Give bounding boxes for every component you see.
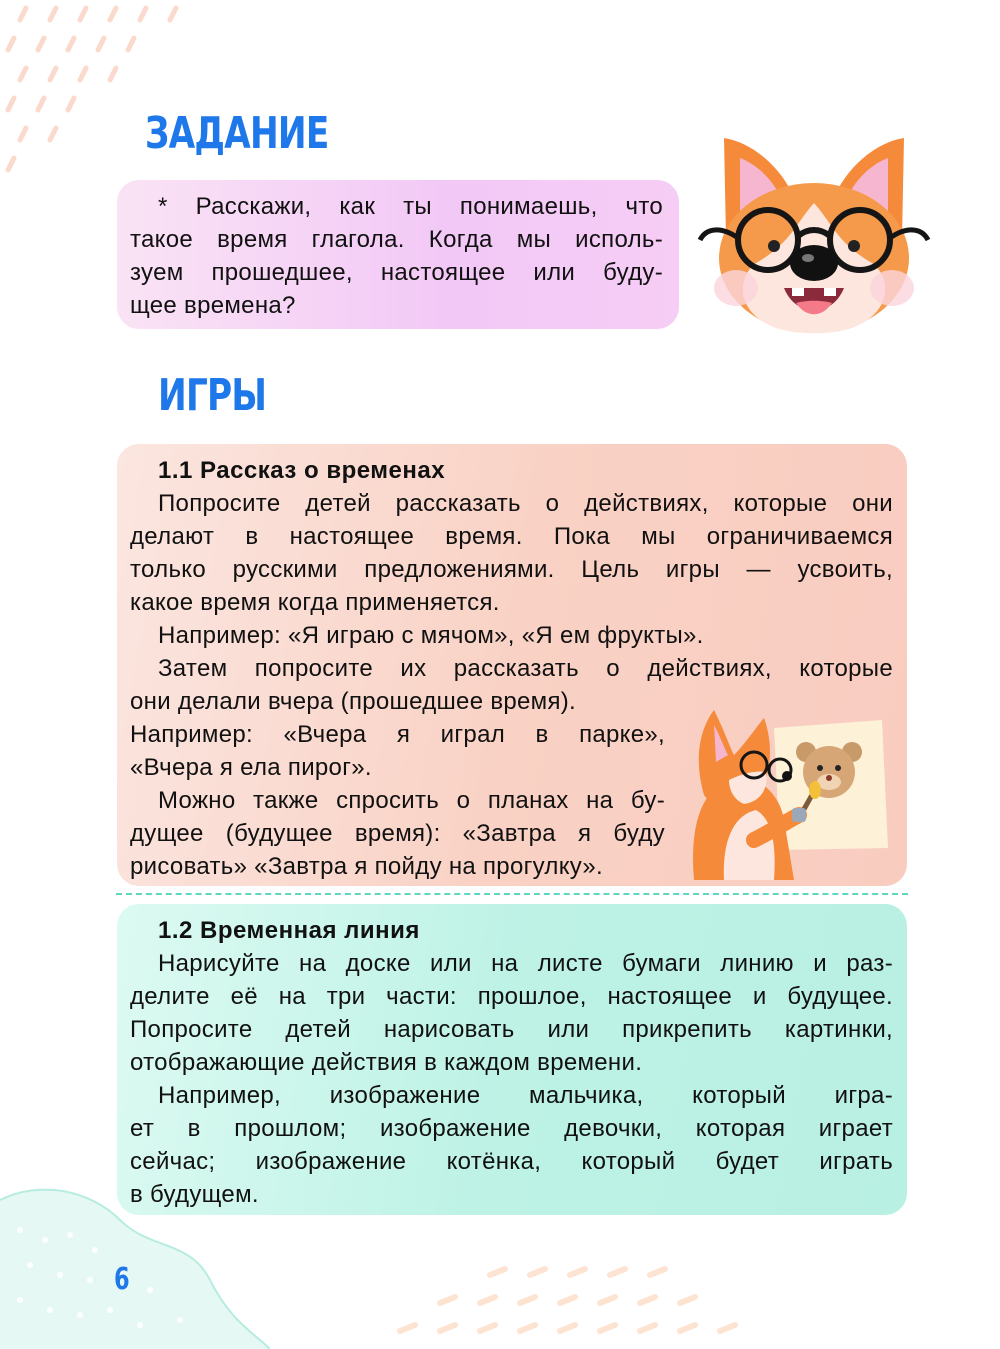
game-1-line: какое время когда применяется.: [130, 589, 500, 616]
game-1-line: дущее (будущее время): «Завтра я буду: [130, 820, 665, 847]
game-2-line: Нарисуйте на доске или на листе бумаги линию и раз-: [158, 950, 893, 977]
game-1-line: Затем попросите их рассказать о действиях, которые: [158, 655, 893, 682]
game-1-line: только русскими предложениями. Цель игры — усвоить,: [130, 556, 893, 583]
game-2-line: в будущем.: [130, 1181, 259, 1208]
fox-face-glasses-illustration: [696, 128, 932, 338]
games-heading: ИГРЫ: [158, 370, 267, 421]
game-2-line: ет в прошлом; изображение девочки, которая играет: [130, 1115, 893, 1142]
game-2-line: отображающие действия в каждом времени.: [130, 1049, 643, 1076]
game-2-line: делите её на три части: прошлое, настоящее и будущее.: [130, 983, 893, 1010]
task-line: такое время глагола. Когда мы исполь-: [130, 226, 663, 253]
section-divider: [116, 893, 908, 895]
fox-painting-bear-illustration: [684, 700, 894, 880]
game-1-line: делают в настоящее время. Пока мы ограничиваемся: [130, 523, 893, 550]
game-1-line: «Вчера я ела пирог».: [130, 754, 372, 781]
game-1-line: Например: «Вчера я играл в парке»,: [130, 721, 665, 748]
game-1-line: рисовать» «Завтра я пойду на прогулку».: [130, 853, 603, 880]
game-2-line: сейчас; изображение котёнка, который будет играть: [130, 1148, 893, 1175]
task-heading: ЗАДАНИЕ: [145, 108, 329, 159]
game-1-line: Например: «Я играю с мячом», «Я ем фрукты».: [158, 622, 704, 649]
game-2-title: 1.2 Временная линия: [158, 917, 420, 944]
page-number: 6: [114, 1262, 130, 1297]
task-line: * Расскажи, как ты понимаешь, что: [158, 193, 663, 220]
game-1-title: 1.1 Рассказ о временах: [158, 457, 446, 484]
decorative-dashes-bottom: [380, 1255, 810, 1349]
task-box: [117, 180, 679, 329]
task-line: зуем прошедшее, настоящее или буду-: [130, 259, 663, 286]
game-2-line: Попросите детей нарисовать или прикрепить картинки,: [130, 1016, 893, 1043]
game-1-line: Можно также спросить о планах на бу-: [158, 787, 665, 814]
game-2-line: Например, изображение мальчика, который игра-: [158, 1082, 893, 1109]
game-1-line: Попросите детей рассказать о действиях, которые они: [158, 490, 893, 517]
game-card-2: [117, 904, 907, 1215]
game-1-line: они делали вчера (прошедшее время).: [130, 688, 577, 715]
task-line: щее времена?: [130, 292, 296, 319]
